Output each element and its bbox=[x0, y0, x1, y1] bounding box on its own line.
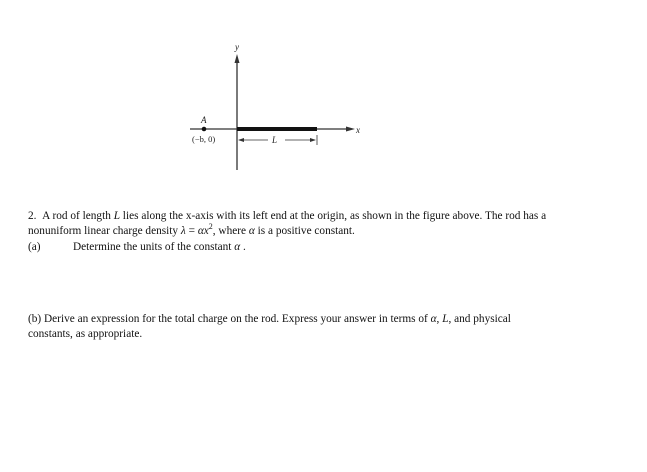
x-axis-label: x bbox=[356, 125, 360, 135]
length-dimension-right-arrowhead bbox=[310, 138, 316, 142]
y-axis-label: y bbox=[235, 42, 239, 52]
part-b-L: L bbox=[442, 313, 449, 325]
variable-lambda: λ bbox=[180, 225, 186, 237]
question-part-b-line-2 bbox=[28, 327, 142, 342]
point-a-marker bbox=[202, 127, 207, 132]
charged-rod bbox=[237, 127, 317, 131]
question-part-a bbox=[28, 240, 246, 255]
variable-alpha-2: α bbox=[248, 225, 255, 237]
question-line2-2: , where bbox=[212, 225, 249, 237]
equals-sign: = bbox=[185, 225, 198, 237]
part-b-text-1: Derive an expression for the total charge on the rod. Express your answer in terms of bbox=[41, 313, 431, 325]
part-a-variable: α bbox=[234, 241, 241, 253]
y-axis-arrowhead bbox=[235, 54, 240, 63]
part-b-alpha: α bbox=[430, 313, 437, 325]
length-dimension-left-arrowhead bbox=[238, 138, 244, 142]
point-a-label: A bbox=[201, 115, 207, 125]
exponent: 2 bbox=[208, 222, 213, 231]
rod-length-label: L bbox=[272, 135, 278, 145]
part-a-text: Determine the units of the constant bbox=[73, 241, 235, 253]
question-part-b-line-1 bbox=[28, 312, 511, 327]
question-line2-3: is a positive constant. bbox=[254, 225, 355, 237]
question-2-line-1 bbox=[28, 209, 546, 224]
part-a-label: (a) bbox=[28, 241, 41, 253]
x-axis-arrowhead bbox=[346, 127, 355, 132]
question-2-line-2 bbox=[28, 224, 355, 239]
question-intro-1: A rod of length bbox=[42, 210, 114, 222]
part-b-line2: constants, as appropriate. bbox=[28, 328, 143, 340]
question-number: 2. bbox=[28, 210, 37, 222]
part-b-label: (b) bbox=[28, 313, 42, 325]
part-b-text-2: , and physical bbox=[448, 313, 511, 325]
question-line2-1: nonuniform linear charge density bbox=[28, 225, 181, 237]
variable-alpha: α bbox=[197, 225, 204, 237]
variable-x: x bbox=[203, 225, 209, 237]
variable-L: L bbox=[113, 210, 120, 222]
point-a-coordinates: (−b, 0) bbox=[192, 134, 216, 144]
rod-figure bbox=[0, 0, 647, 190]
question-intro-2: lies along the x-axis with its left end at the origin, as shown in the figure above. The rod has a bbox=[119, 210, 547, 222]
part-a-end: . bbox=[240, 241, 246, 253]
part-b-comma: , bbox=[436, 313, 443, 325]
